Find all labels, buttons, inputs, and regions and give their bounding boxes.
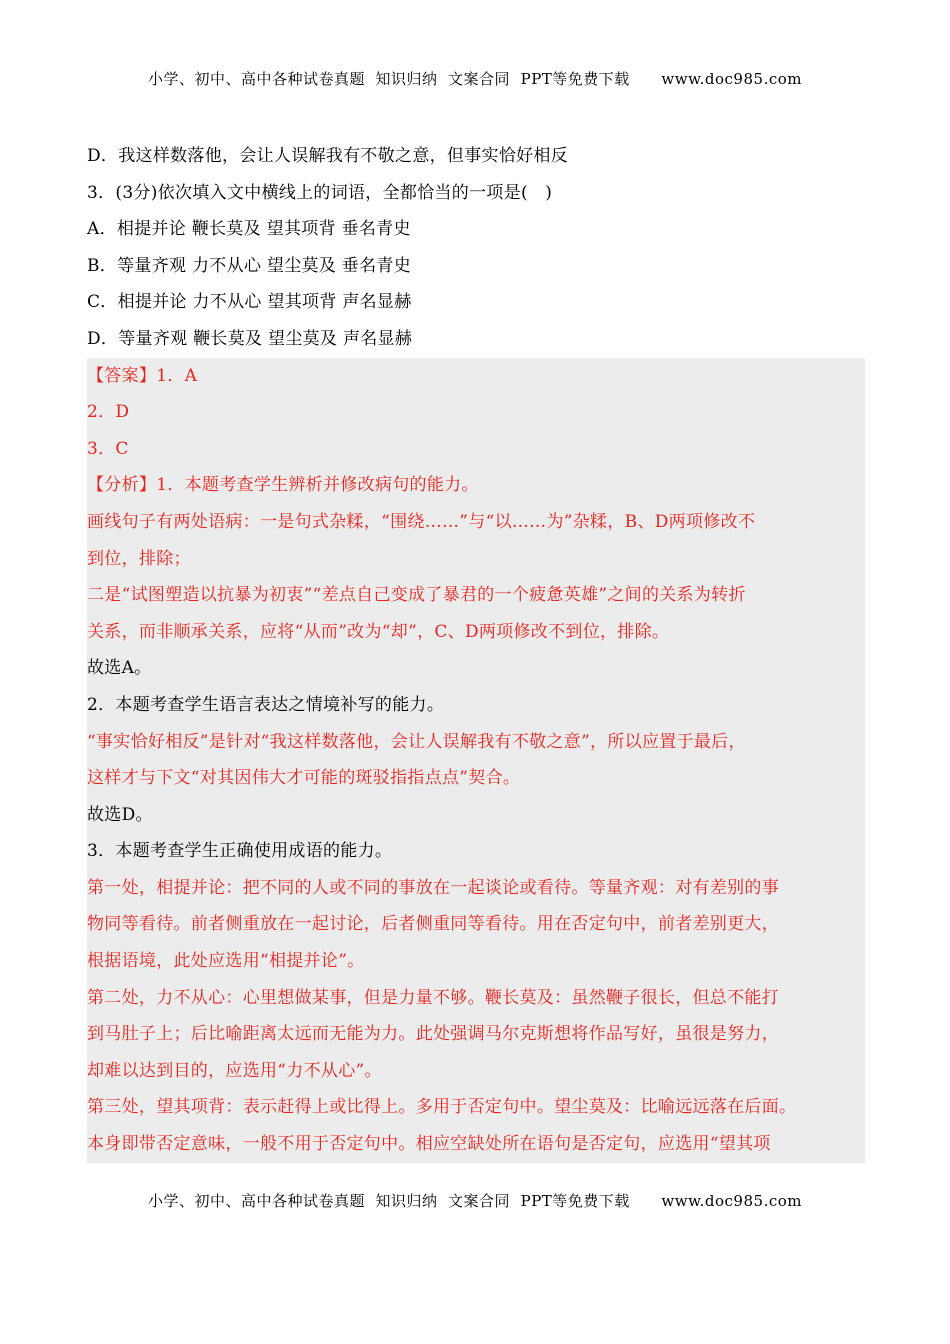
- page-content: [87, 138, 865, 1163]
- question-line: 3．(3分)依次填入文中横线上的词语，全都恰当的一项是( ): [87, 182, 553, 203]
- analysis-line: 第三处，望其项背：表示赶得上或比得上。多用于否定句中。望尘莫及：比喻远远落在后面。: [87, 1097, 797, 1118]
- question-block: [87, 138, 865, 358]
- analysis-line: 第二处，力不从心：心里想做某事，但是力量不够。鞭长莫及：虽然鞭子很长，但总不能打: [87, 987, 779, 1008]
- analysis-line: 2．本题考查学生语言表达之情境补写的能力。: [87, 694, 445, 715]
- answer-line: 2．D: [87, 402, 130, 423]
- question-line: B．等量齐观 力不从心 望尘莫及 垂名青史: [87, 255, 412, 276]
- question-line: A．相提并论 鞭长莫及 望其项背 垂名青史: [87, 219, 411, 240]
- page-footer: 小学、初中、高中各种试卷真题 知识归纳 文案合同 PPT等免费下载 www.doc985.com: [147, 1192, 802, 1210]
- answer-analysis-block: [87, 358, 865, 1163]
- analysis-line: 故选D。: [87, 804, 153, 825]
- analysis-line: 这样才与下文“对其因伟大才可能的斑驳指指点点”契合。: [87, 768, 521, 789]
- analysis-line: 到位，排除；: [87, 548, 191, 569]
- analysis-line: 到马肚子上；后比喻距离太远而无能为力。此处强调马尔克斯想将作品写好，虽很是努力，: [87, 1024, 779, 1045]
- analysis-line: 画线句子有两处语病：一是句式杂糅，“围绕……”与“以……为”杂糅，B、D两项修改不: [87, 511, 756, 532]
- page-header: 小学、初中、高中各种试卷真题 知识归纳 文案合同 PPT等免费下载 www.doc985.com: [147, 70, 802, 88]
- analysis-line: 3．本题考查学生正确使用成语的能力。: [87, 841, 393, 862]
- question-line: D．我这样数落他，会让人误解我有不敬之意，但事实恰好相反: [87, 146, 569, 166]
- answer-line: 【答案】1．A: [87, 365, 198, 386]
- analysis-line: 【分析】1．本题考查学生辨析并修改病句的能力。: [87, 475, 479, 496]
- analysis-line: 却难以达到目的，应选用“力不从心”。: [87, 1060, 382, 1081]
- analysis-line: 二是“试图塑造以抗暴为初衷”“差点自己变成了暴君的一个疲惫英雄”之间的关系为转折: [87, 585, 746, 606]
- analysis-line: “事实恰好相反”是针对“我这样数落他，会让人误解我有不敬之意”，所以应置于最后，: [87, 731, 746, 752]
- analysis-line: 根据语境，此处应选用“相提并论”。: [87, 951, 365, 972]
- analysis-line: 第一处，相提并论：把不同的人或不同的事放在一起谈论或看待。等量齐观：对有差别的事: [87, 877, 779, 898]
- analysis-line: 关系，而非顺承关系，应将“从而”改为“却”，C、D两项修改不到位，排除。: [87, 621, 670, 642]
- analysis-line: 本身即带否定意味，一般不用于否定句中。相应空缺处所在语句是否定句，应选用“望其项: [87, 1134, 771, 1155]
- question-line: C．相提并论 力不从心 望其项背 声名显赫: [87, 292, 412, 313]
- answer-line: 3．C: [87, 438, 129, 459]
- analysis-line: 故选A。: [87, 658, 152, 679]
- question-line: D．等量齐观 鞭长莫及 望尘莫及 声名显赫: [87, 328, 413, 349]
- analysis-line: 物同等看待。前者侧重放在一起讨论，后者侧重同等看待。用在否定句中，前者差别更大，: [87, 914, 779, 935]
